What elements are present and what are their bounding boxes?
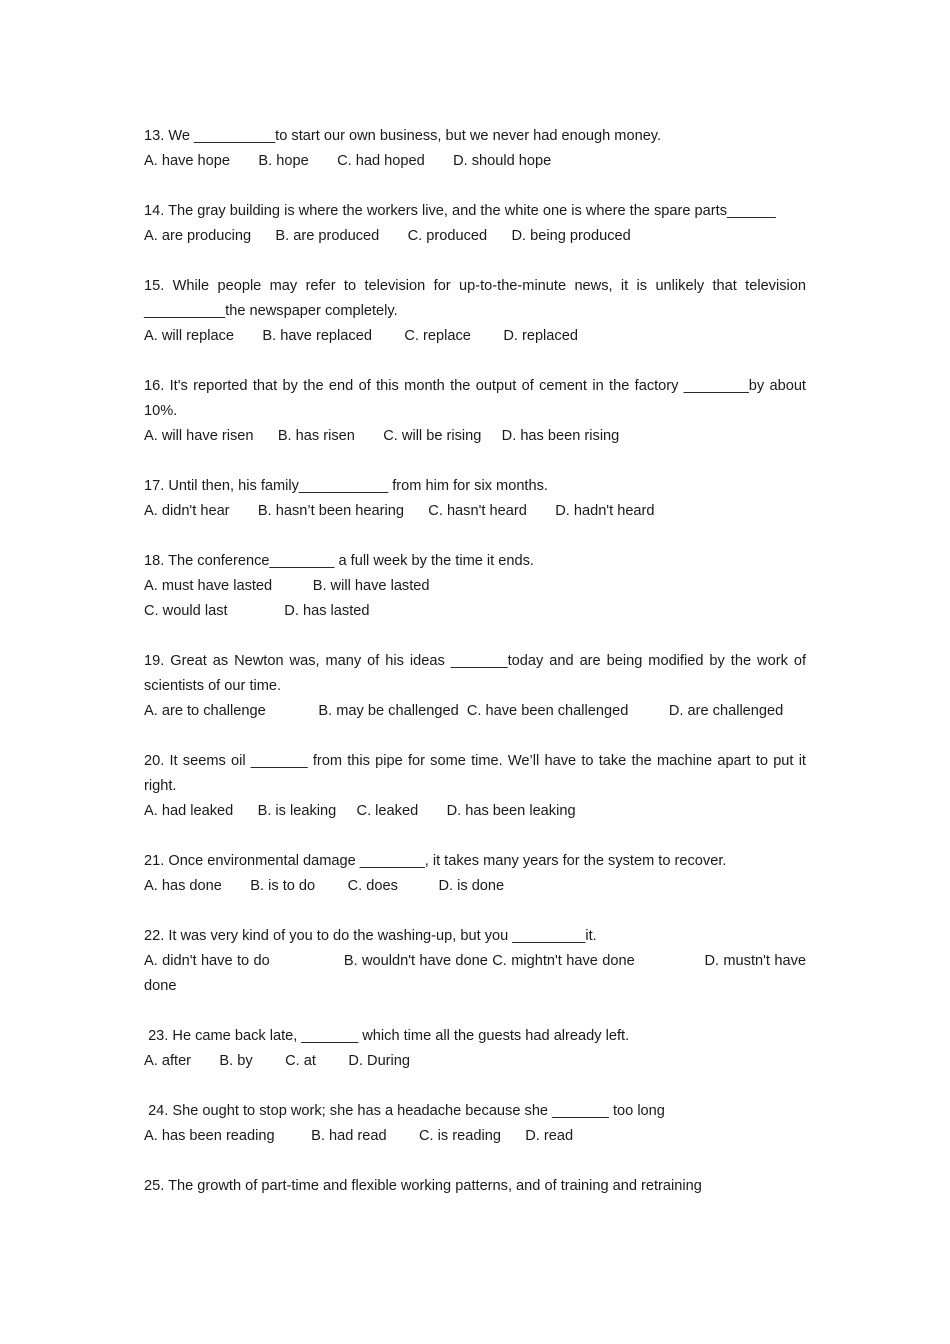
question-options: A. has been reading B. had read C. is reading D. read xyxy=(144,1128,574,1144)
question-options: A. didn't have to do B. wouldn't have done C. mightn't have done D. mustn't have done xyxy=(144,953,811,994)
question-options: C. would last D. has lasted xyxy=(144,603,370,619)
question-text: 17. Until then, his family___________ from him for six months. xyxy=(144,478,548,494)
question-text: 14. The gray building is where the workers live, and the white one is where the spare parts______ xyxy=(144,203,776,219)
question-options: A. have hope B. hope C. had hoped D. should hope xyxy=(144,153,552,169)
question-text: 15. While people may refer to television for up-to-the-minute news, it is unlikely that television __________the newspaper completely. xyxy=(144,278,811,319)
question-options: A. had leaked B. is leaking C. leaked D. has been leaking xyxy=(144,803,576,819)
question-16 xyxy=(144,374,811,449)
question-13 xyxy=(144,124,806,174)
question-text: 16. It's reported that by the end of this month the output of cement in the factory ________by about 10%. xyxy=(144,378,811,419)
question-text: 19. Great as Newton was, many of his ideas _______today and are being modified by the work of scientists of our time. xyxy=(144,653,811,694)
question-options: A. will have risen B. has risen C. will be rising D. has been rising xyxy=(144,428,620,444)
question-text: 21. Once environmental damage ________, it takes many years for the system to recover. xyxy=(144,853,727,869)
question-15 xyxy=(144,274,811,349)
question-options: A. has done B. is to do C. does D. is done xyxy=(144,878,505,894)
question-text: 20. It seems oil _______ from this pipe for some time. We’ll have to take the machine apart to put it right. xyxy=(144,753,811,794)
question-text: 24. She ought to stop work; she has a headache because she _______ too long xyxy=(144,1103,665,1119)
question-20 xyxy=(144,749,811,824)
question-text: 25. The growth of part-time and flexible working patterns, and of training and retraining xyxy=(144,1178,702,1194)
question-text: 22. It was very kind of you to do the washing-up, but you _________it. xyxy=(144,928,597,944)
question-text: 18. The conference________ a full week by the time it ends. xyxy=(144,553,534,569)
question-22 xyxy=(144,924,811,999)
question-14 xyxy=(144,199,806,249)
question-24 xyxy=(144,1099,806,1149)
question-25 xyxy=(144,1174,806,1199)
question-text: 23. He came back late, _______ which time all the guests had already left. xyxy=(144,1028,630,1044)
question-options: A. are to challenge B. may be challenged C. have been challenged D. are challenged xyxy=(144,703,784,719)
question-18 xyxy=(144,549,806,624)
question-19 xyxy=(144,649,811,724)
question-options: A. must have lasted B. will have lasted xyxy=(144,578,430,594)
question-list xyxy=(144,124,811,1224)
question-23 xyxy=(144,1024,806,1074)
question-options: A. didn't hear B. hasn’t been hearing C. hasn't heard D. hadn't heard xyxy=(144,503,655,519)
question-options: A. after B. by C. at D. During xyxy=(144,1053,411,1069)
question-options: A. will replace B. have replaced C. replace D. replaced xyxy=(144,328,578,344)
question-17 xyxy=(144,474,806,524)
question-21 xyxy=(144,849,806,899)
question-options: A. are producing B. are produced C. produced D. being produced xyxy=(144,228,631,244)
question-text: 13. We __________to start our own business, but we never had enough money. xyxy=(144,128,662,144)
